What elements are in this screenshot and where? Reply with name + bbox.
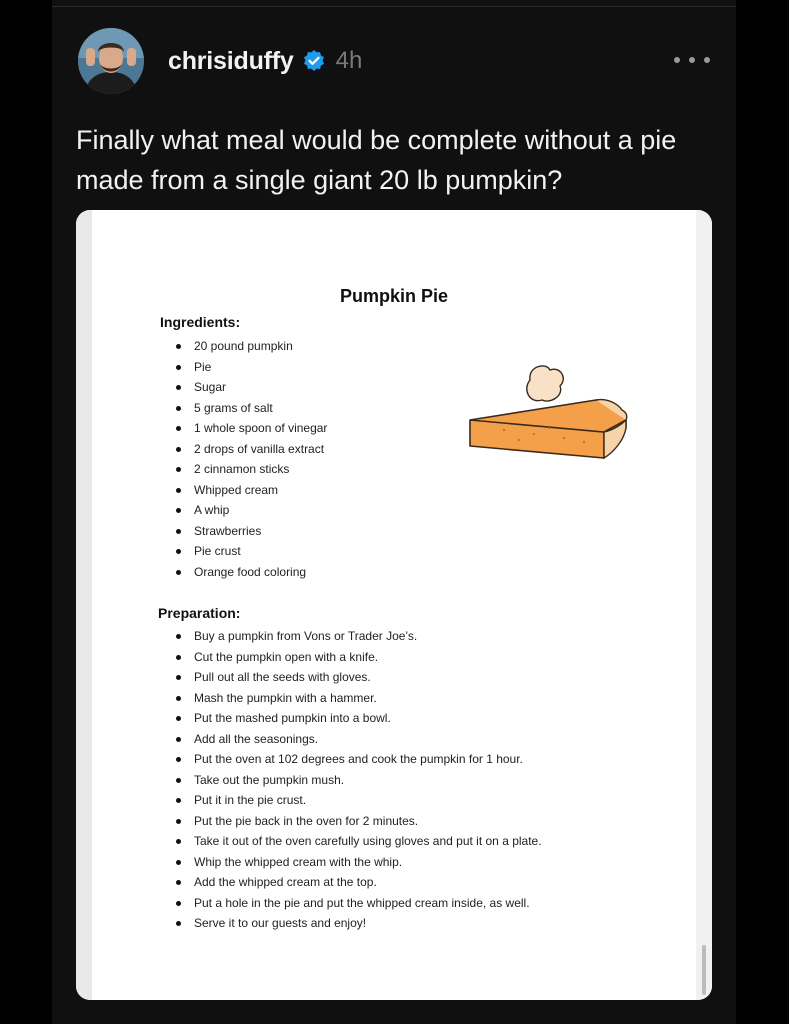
- preparation-step: Put the pie back in the oven for 2 minutes.: [176, 811, 542, 832]
- ingredient-item: Strawberries: [176, 521, 327, 542]
- ingredient-item: Pie crust: [176, 541, 327, 562]
- ingredient-item: 2 cinnamon sticks: [176, 459, 327, 480]
- preparation-step: Put the mashed pumpkin into a bowl.: [176, 708, 542, 729]
- pumpkin-pie-slice-illustration: [464, 360, 634, 478]
- preparation-list: [176, 626, 542, 934]
- recipe-title: Pumpkin Pie: [339, 286, 449, 306]
- avatar-photo-icon: [78, 28, 144, 94]
- preparation-step: Take out the pumpkin mush.: [176, 770, 542, 791]
- preparation-step: Whip the whipped cream with the whip.: [176, 852, 542, 873]
- preparation-step: Add all the seasonings.: [176, 729, 542, 750]
- ingredient-item: 20 pound pumpkin: [176, 336, 327, 357]
- preparation-heading: Preparation:: [158, 605, 241, 621]
- preparation-step: Cut the pumpkin open with a knife.: [176, 647, 542, 668]
- post-card: [52, 0, 736, 1024]
- post-author: [168, 44, 362, 78]
- preparation-step: Serve it to our guests and enjoy!: [176, 913, 542, 934]
- ingredients-list: [176, 336, 327, 582]
- document-scroll-track: [696, 210, 712, 1000]
- ingredient-item: Whipped cream: [176, 480, 327, 501]
- ingredient-item: Orange food coloring: [176, 562, 327, 583]
- preparation-step: Put it in the pie crust.: [176, 790, 542, 811]
- post-caption: Finally what meal would be complete without a pie made from a single giant 20 lb pumpkin?: [76, 125, 677, 195]
- document-left-edge: [76, 210, 92, 1000]
- ingredient-item: Pie: [176, 357, 327, 378]
- more-options-icon[interactable]: [674, 48, 710, 72]
- top-divider: [52, 6, 736, 7]
- preparation-step: Put a hole in the pie and put the whipped cream inside, as well.: [176, 893, 542, 914]
- preparation-step: Put the oven at 102 degrees and cook the pumpkin for 1 hour.: [176, 749, 542, 770]
- ingredient-item: A whip: [176, 500, 327, 521]
- attached-recipe-image[interactable]: [76, 210, 712, 1000]
- verified-badge-icon: [302, 49, 326, 73]
- ingredient-item: 1 whole spoon of vinegar: [176, 418, 327, 439]
- preparation-step: Mash the pumpkin with a hammer.: [176, 688, 542, 709]
- ingredient-item: Sugar: [176, 377, 327, 398]
- ingredient-item: 2 drops of vanilla extract: [176, 439, 327, 460]
- username[interactable]: chrisiduffy: [168, 46, 294, 75]
- ingredient-item: 5 grams of salt: [176, 398, 327, 419]
- post-timestamp: 4h: [335, 47, 363, 74]
- document-scrollbar[interactable]: [702, 945, 706, 995]
- preparation-step: Buy a pumpkin from Vons or Trader Joe’s.: [176, 626, 542, 647]
- avatar[interactable]: [78, 28, 144, 94]
- ingredients-heading: Ingredients:: [160, 314, 241, 330]
- preparation-step: Pull out all the seeds with gloves.: [176, 667, 542, 688]
- preparation-step: Add the whipped cream at the top.: [176, 872, 542, 893]
- preparation-step: Take it out of the oven carefully using gloves and put it on a plate.: [176, 831, 542, 852]
